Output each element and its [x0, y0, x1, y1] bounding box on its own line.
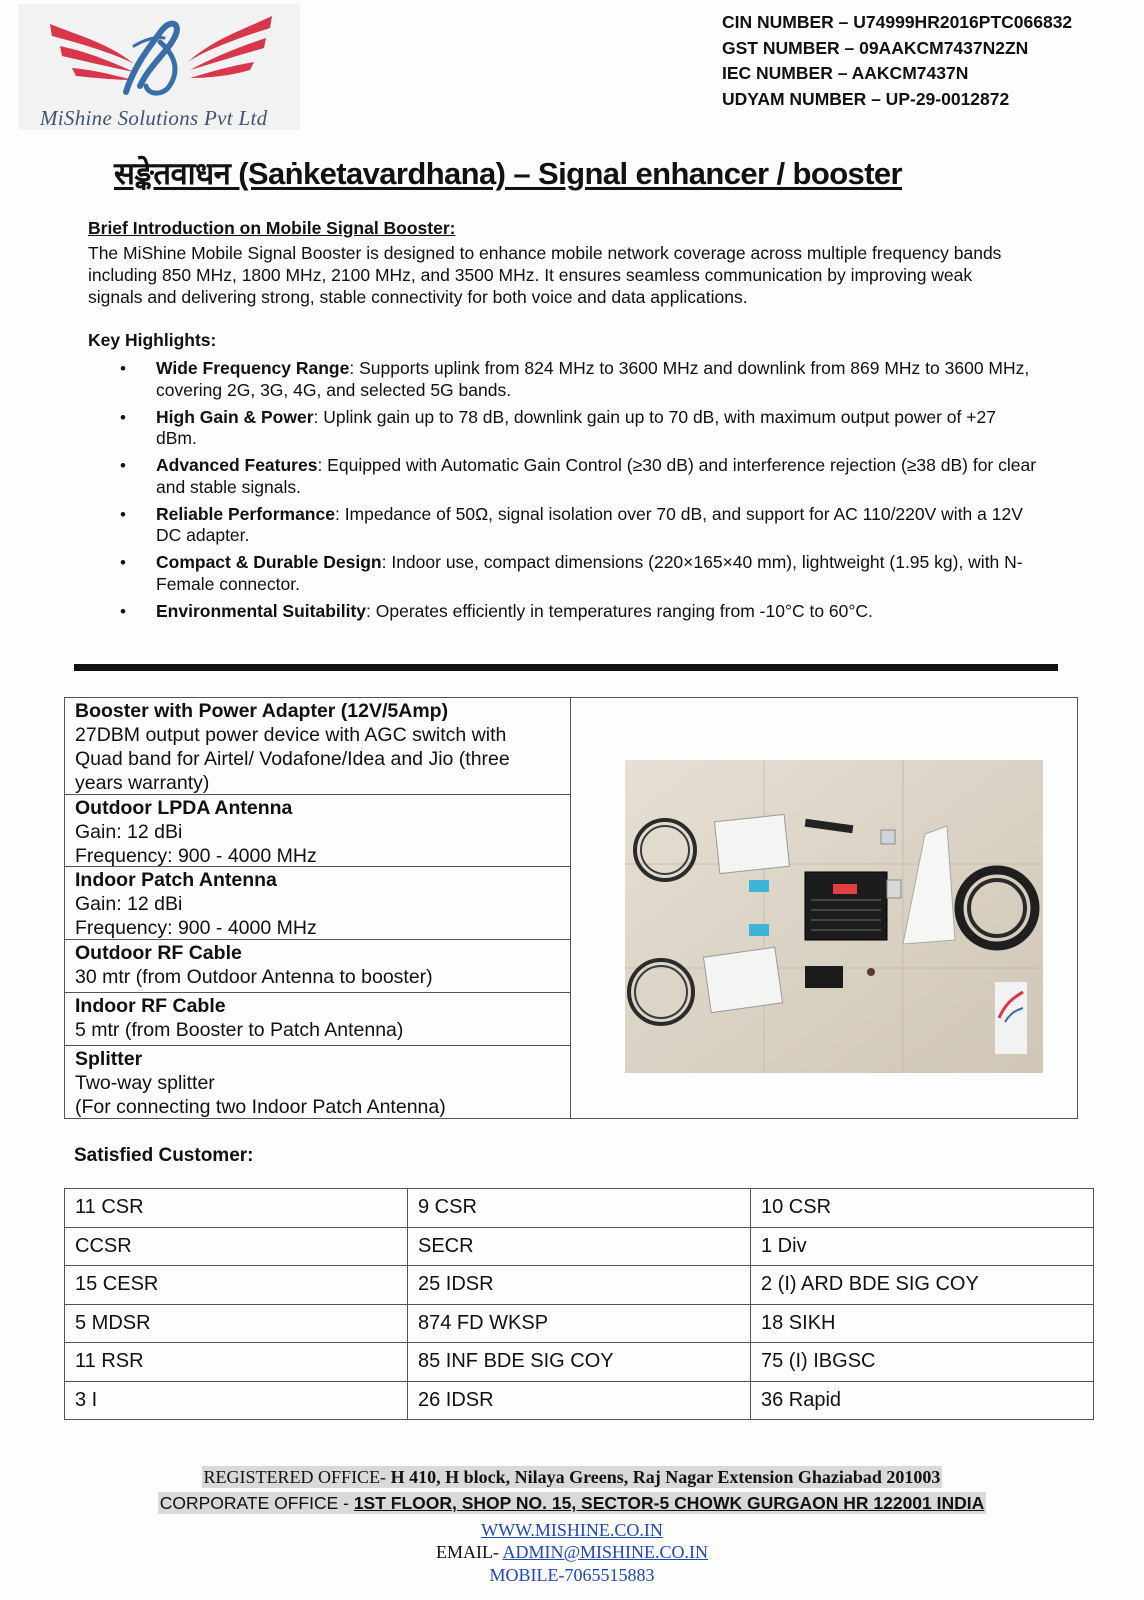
bullet-icon: •: [120, 601, 126, 621]
document-title: सङ्केतवाधन (Saṅketavardhana) – Signal enhancer / booster: [114, 156, 903, 191]
highlight-label: Compact & Durable Design: [156, 552, 382, 572]
highlight-item: [120, 358, 1040, 401]
product-heading: Splitter: [75, 1048, 143, 1070]
product-line: Gain: 12 dBi: [75, 821, 183, 843]
highlight-item: [120, 455, 1040, 498]
table-cell: 10 CSR: [751, 1189, 1094, 1228]
product-line: Gain: 12 dBi: [75, 893, 183, 915]
email-line: [0, 1542, 1144, 1563]
product-cell-lpda: [65, 795, 570, 867]
registered-office: [0, 1467, 1144, 1488]
corporate-office: [0, 1493, 1144, 1514]
product-cell-patch: [65, 867, 570, 940]
table-cell: 874 FD WKSP: [408, 1304, 751, 1343]
product-cell-booster: [65, 698, 570, 795]
bullet-icon: •: [120, 504, 126, 524]
highlight-item: [120, 407, 1040, 450]
product-cell-splitter: [65, 1046, 570, 1120]
product-line: (For connecting two Indoor Patch Antenna): [75, 1096, 446, 1118]
table-row: [65, 1381, 1094, 1420]
highlight-label: Environmental Suitability: [156, 600, 367, 621]
registration-numbers: [722, 10, 1072, 112]
table-cell: 36 Rapid: [751, 1381, 1094, 1420]
table-cell: 1 Div: [751, 1227, 1094, 1266]
highlight-text: : Equipped with Automatic Gain Control (≥30 dB) and interference rejection (≥38 dB) for clear and stable signals.: [156, 455, 1037, 497]
table-cell: 15 CESR: [65, 1266, 408, 1305]
highlight-item: [120, 601, 1040, 623]
product-line: 27DBM output power device with AGC switch with: [75, 724, 507, 746]
highlight-text: : Operates efficiently in temperatures ranging from -10°C to 60°C.: [366, 600, 873, 621]
product-heading: Indoor Patch Antenna: [75, 869, 277, 891]
highlight-label: Advanced Features: [156, 455, 318, 475]
product-cell-indoor-cable: [65, 993, 570, 1046]
highlights-heading: Key Highlights:: [88, 330, 217, 350]
bullet-icon: •: [120, 456, 126, 475]
product-line: years warranty): [75, 772, 210, 794]
intro-body: The MiShine Mobile Signal Booster is designed to enhance mobile network coverage across multiple frequency bands including 850 MHz, 1800 MHz, 2100 MHz, and 3500 MHz. It ensures seamless communication by improving weak signals and delivering strong, stable connectivity for both voice and data applications.: [88, 243, 1002, 307]
udyam-number: UDYAM NUMBER – UP-29-0012872: [722, 88, 1010, 109]
table-cell: 11 RSR: [65, 1343, 408, 1382]
wings-logo-icon: [30, 6, 292, 106]
highlight-text: : Indoor use, compact dimensions (220×165×40 mm), lightweight (1.95 kg), with N-Female connector.: [156, 552, 1023, 594]
product-heading: Booster with Power Adapter (12V/5Amp): [75, 700, 449, 722]
bullet-icon: •: [120, 359, 126, 378]
table-row: [65, 1343, 1094, 1382]
corporate-office-line: [158, 1492, 987, 1514]
logo-text: MiShine Solutions Pvt Ltd: [40, 106, 268, 130]
customers-heading: Satisfied Customer:: [74, 1145, 254, 1166]
mobile-number: MOBILE-7065515883: [489, 1565, 655, 1585]
product-line: Two-way splitter: [75, 1072, 215, 1094]
product-heading: Outdoor LPDA Antenna: [75, 797, 293, 819]
table-cell: 3 I: [65, 1381, 408, 1420]
product-heading: Outdoor RF Cable: [75, 942, 242, 964]
highlight-item: [120, 504, 1040, 547]
customers-table: [64, 1188, 1094, 1420]
bullet-icon: •: [120, 553, 126, 572]
website-link[interactable]: WWW.MISHINE.CO.IN: [481, 1520, 663, 1540]
table-cell: CCSR: [65, 1227, 408, 1266]
product-line: Quad band for Airtel/ Vodafone/Idea and Jio (three: [75, 748, 510, 770]
intro-heading: Brief Introduction on Mobile Signal Booster:: [88, 218, 456, 238]
email-link[interactable]: ADMIN@MISHINE.CO.IN: [502, 1542, 709, 1562]
product-kit-photo: [625, 760, 1043, 1073]
table-row: [65, 1304, 1094, 1343]
table-cell: SECR: [408, 1227, 751, 1266]
product-line: 30 mtr (from Outdoor Antenna to booster): [75, 966, 433, 988]
highlights-list: [120, 358, 1040, 628]
table-cell: 25 IDSR: [408, 1266, 751, 1305]
registered-office-label: REGISTERED OFFICE-: [203, 1467, 387, 1487]
product-line: Frequency: 900 - 4000 MHz: [75, 845, 317, 867]
table-cell: 85 INF BDE SIG COY: [408, 1343, 751, 1382]
registered-office-address: H 410, H block, Nilaya Greens, Raj Nagar Extension Ghaziabad 201003: [386, 1467, 941, 1487]
product-cell-outdoor-cable: [65, 940, 570, 993]
corporate-office-label: CORPORATE OFFICE -: [159, 1493, 354, 1513]
company-logo: [18, 4, 300, 130]
table-row: [65, 1227, 1094, 1266]
table-cell: 5 MDSR: [65, 1304, 408, 1343]
corporate-office-address: 1ST FLOOR, SHOP NO. 15, SECTOR-5 CHOWK GURGAON HR 122001 INDIA: [353, 1493, 985, 1513]
table-cell: 2 (I) ARD BDE SIG COY: [751, 1266, 1094, 1305]
highlight-label: High Gain & Power: [156, 406, 314, 427]
table-cell: 18 SIKH: [751, 1304, 1094, 1343]
product-list: [65, 698, 571, 1118]
highlight-label: Reliable Performance: [156, 503, 335, 524]
highlight-text: : Supports uplink from 824 MHz to 3600 MHz and downlink from 869 MHz to 3600 MHz, covering 2G, 3G, 4G, and selected 5G bands.: [156, 358, 1030, 400]
table-cell: 11 CSR: [65, 1189, 408, 1228]
registered-office-line: [202, 1466, 943, 1488]
highlight-text: : Uplink gain up to 78 dB, downlink gain up to 70 dB, with maximum output power of +27 dBm.: [156, 406, 996, 448]
bullet-icon: •: [120, 407, 126, 427]
table-cell: 9 CSR: [408, 1189, 751, 1228]
highlight-item: [120, 552, 1040, 595]
email-label: EMAIL-: [435, 1542, 503, 1562]
product-table: [64, 697, 1078, 1119]
product-line: Frequency: 900 - 4000 MHz: [75, 917, 317, 939]
cin-number: CIN NUMBER – U74999HR2016PTC066832: [722, 12, 1073, 32]
product-heading: Indoor RF Cable: [75, 995, 226, 1017]
highlight-label: Wide Frequency Range: [156, 358, 350, 378]
product-line: 5 mtr (from Booster to Patch Antenna): [75, 1019, 404, 1041]
table-row: [65, 1266, 1094, 1305]
table-row: [65, 1189, 1094, 1228]
table-cell: 75 (I) IBGSC: [751, 1343, 1094, 1382]
gst-number: GST NUMBER – 09AAKCM7437N2ZN: [722, 37, 1029, 58]
section-divider: [74, 664, 1058, 671]
highlight-text: : Impedance of 50Ω, signal isolation over 70 dB, and support for AC 110/220V with a 12V DC adapter.: [156, 503, 1023, 545]
table-cell: 26 IDSR: [408, 1381, 751, 1420]
iec-number: IEC NUMBER – AAKCM7437N: [722, 63, 969, 83]
